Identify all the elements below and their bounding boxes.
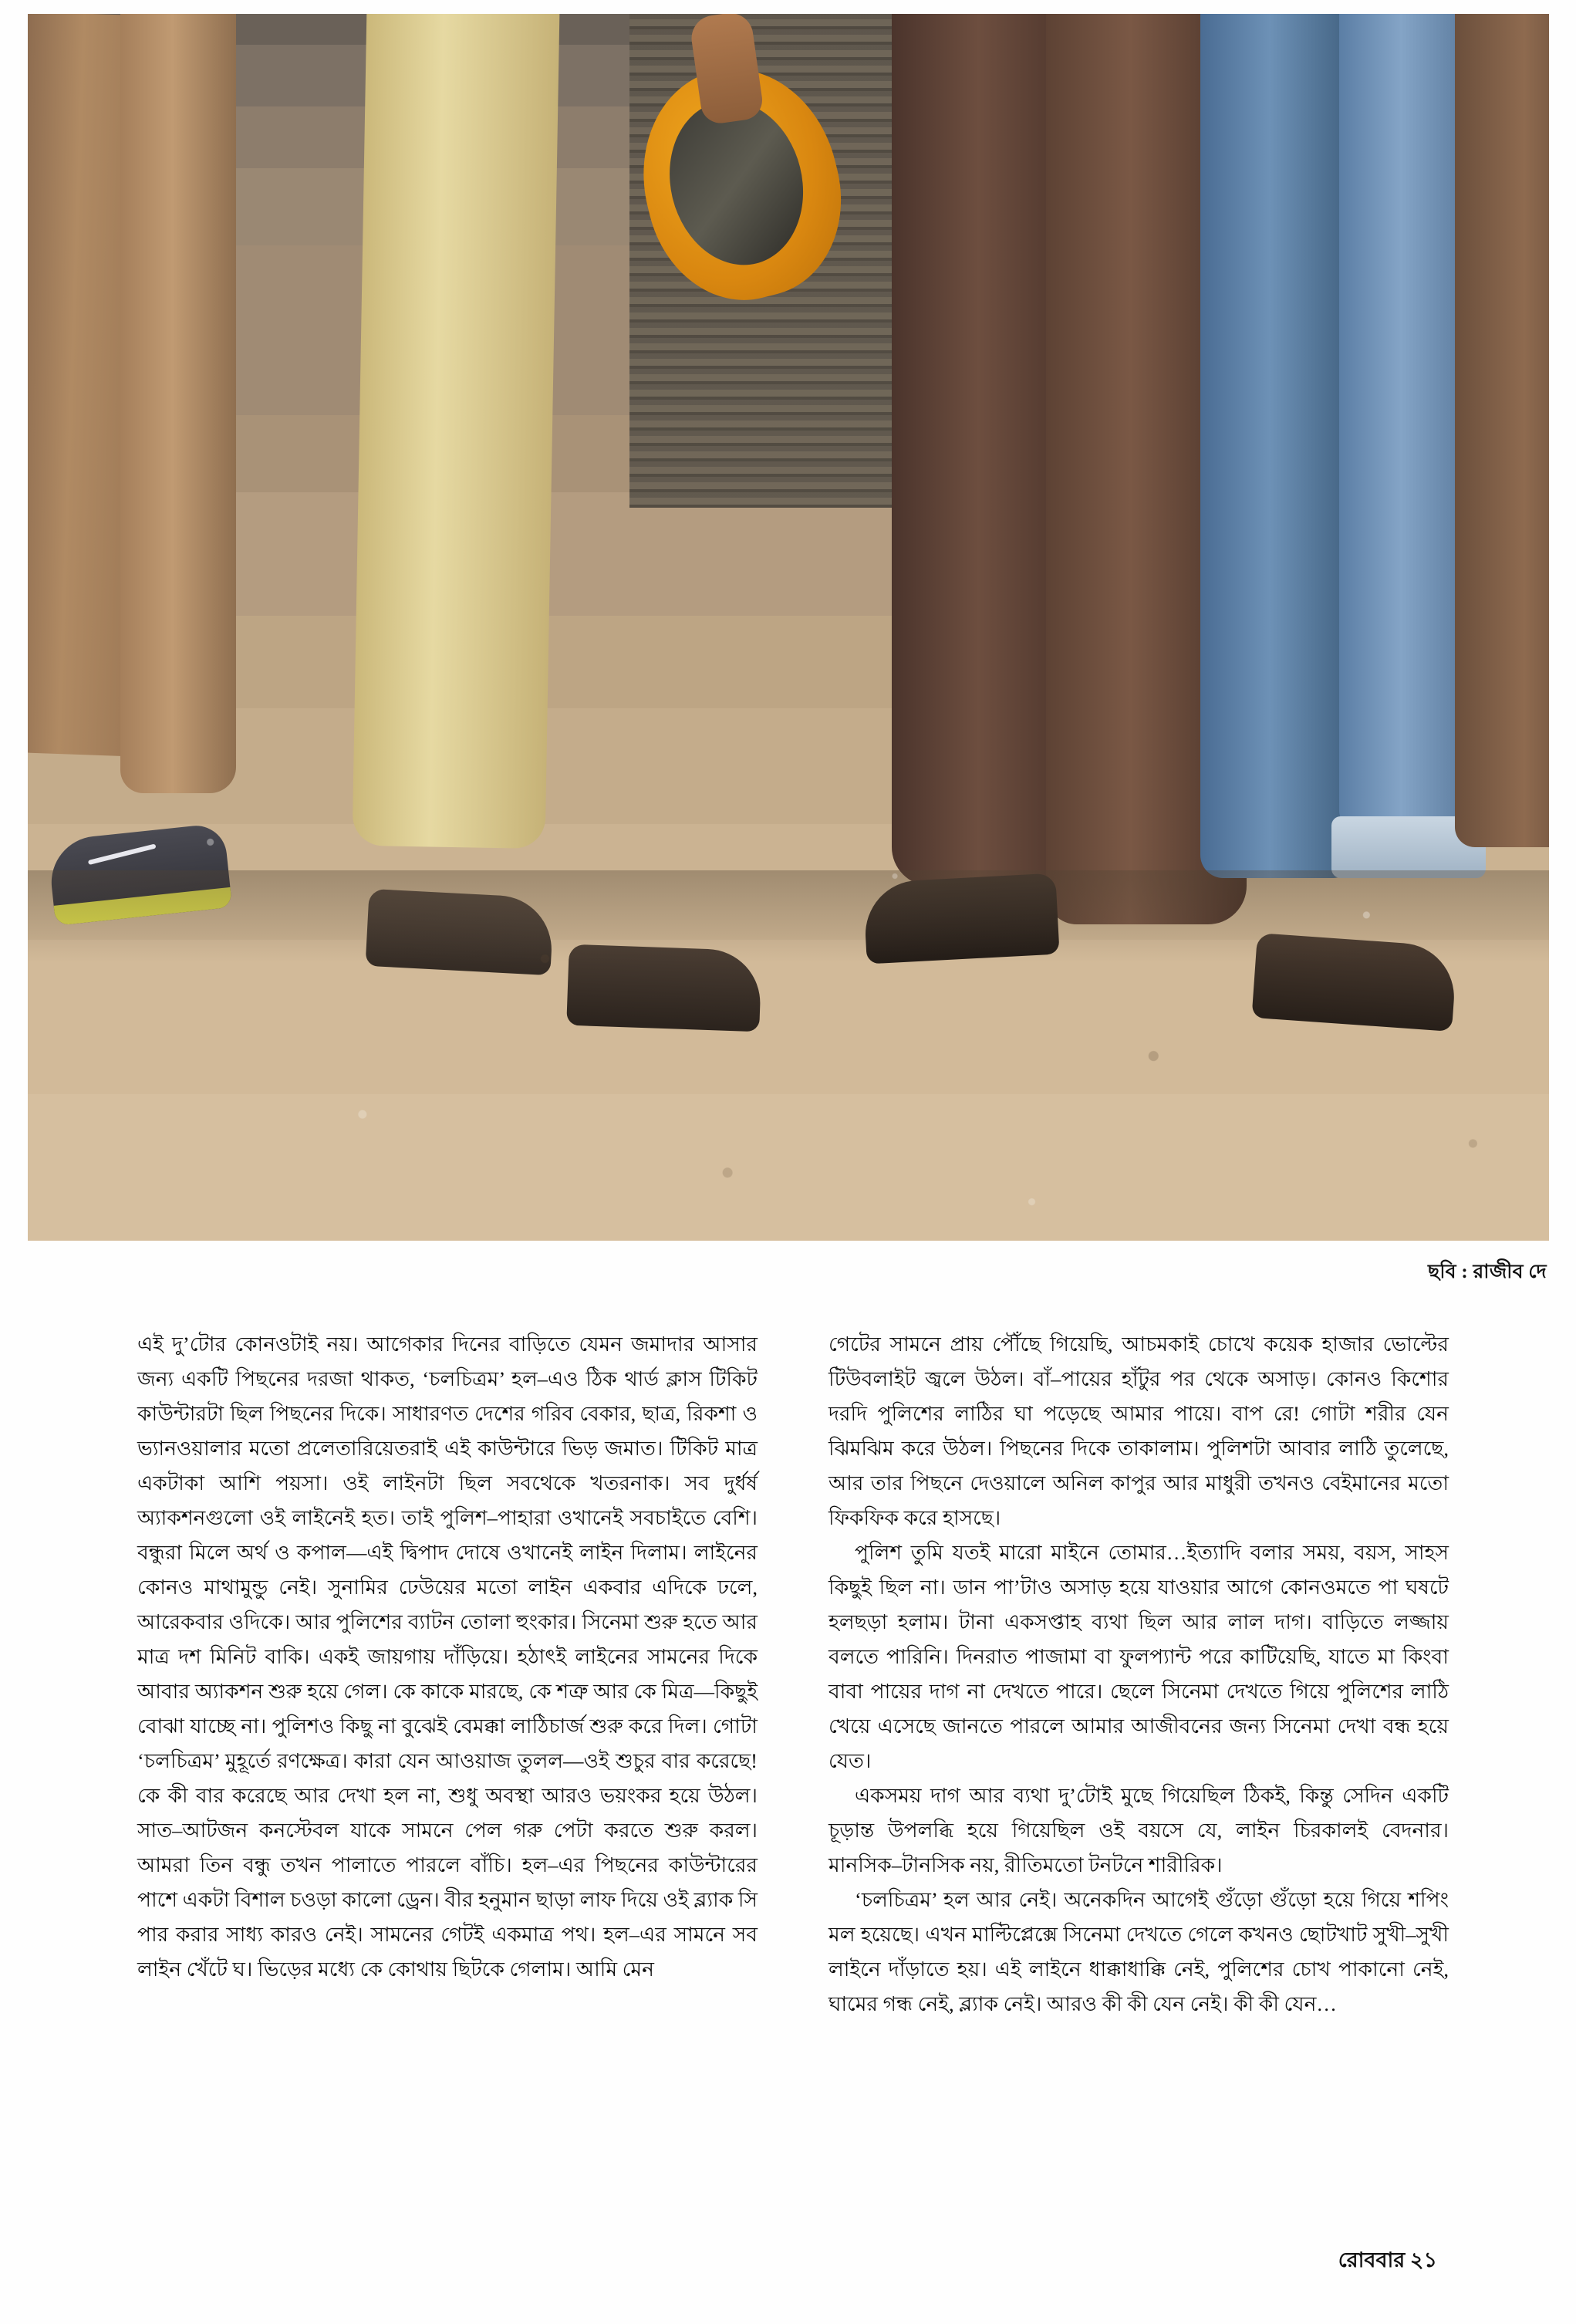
person-five-leg — [1455, 14, 1549, 847]
page-folio: রোববার ২১ — [1338, 2248, 1437, 2272]
person-one-right-leg — [120, 14, 236, 793]
article-body — [137, 1327, 1449, 2022]
gravel-texture — [28, 755, 1549, 1241]
person-four-left-jeans-leg — [1200, 14, 1355, 878]
paragraph: গেটের সামনে প্রায় পৌঁছে গিয়েছি, আচমকাই চোখে কয়েক হাজার ভোল্টের টিউবলাইট জ্বলে উঠল। বাঁ–পায়ের হাঁটুর পর থেকে অসাড়। কোনও কিশোর দরদি পুলিশের লাঠির ঘা পড়েছে আমার পায়ে। বাপ রে! গোটা শরীর যেন ঝিমঝিম করে উঠল। পিছনের দিকে তাকালাম। পুলিশটা আবার লাঠি তুলেছে, আর তার পিছনে দেওয়ালে অনিল কাপুর আর মাধুরী তখনও বেইমানের মতো ফিকফিক করে হাসছে। — [828, 1333, 1449, 1529]
photo-credit: ছবি : রাজীব দে — [1427, 1262, 1547, 1282]
article-photo — [28, 14, 1549, 1241]
paragraph: ‘চলচিত্রম’ হল আর নেই। অনেকদিন আগেই গুঁড়ো গুঁড়ো হয়ে গিয়ে শপিং মল হয়েছে। এখন মাল্টিপ্লেক্সে সিনেমা দেখতে গেলে কখনও ছোটখাট সুখী–সুখী লাইনে দাঁড়াতে হয়। এই লাইনে ধাক্কাধাক্কি নেই, পুলিশের চোখ পাকানো নেই, ঘামের গন্ধ নেই, ব্ল্যাক নেই। আরও কী কী যেন নেই। কী কী যেন… — [828, 1888, 1449, 2015]
photo-scene — [28, 14, 1549, 1241]
paragraph: পুলিশ তুমি যতই মারো মাইনে তোমার…ইত্যাদি বলার সময়, বয়স, সাহস কিছুই ছিল না। ডান পা’টাও অসাড় হয়ে যাওয়ার আগে কোনওমতে পা ঘষটে হলছড়া হলাম। টানা একসপ্তাহ ব্যথা ছিল আর লাল দাগ। বাড়িতে লজ্জায় বলতে পারিনি। দিনরাত পাজামা বা ফুলপ্যান্ট পরে কাটিয়েছি, যাতে মা কিংবা বাবা পায়ের দাগ না দেখতে পারে। ছেলে সিনেমা দেখতে গিয়ে পুলিশের লাঠি খেয়ে এসেছে জানতে পারলে আমার আজীবনের জন্য সিনেমা দেখা বন্ধ হয়ে যেত। — [828, 1541, 1449, 1772]
left-column — [137, 1327, 758, 2022]
paragraph: একসময় দাগ আর ব্যথা দু’টোই মুছে গিয়েছিল ঠিকই, কিন্তু সেদিন একটি চূড়ান্ত উপলব্ধি হয়ে গিয়েছিল ওই বয়সে যে, লাইন চিরকালই বেদনার। মানসিক–টানসিক নয়, রীতিমতো টনটনে শারীরিক। — [828, 1784, 1449, 1876]
right-column — [828, 1327, 1449, 2022]
paragraph: এই দু’টোর কোনওটাই নয়। আগেকার দিনের বাড়িতে যেমন জমাদার আসার জন্য একটি পিছনের দরজা থাকত, ‘চলচিত্রম’ হল–এও ঠিক থার্ড ক্লাস টিকিট কাউন্টারটা ছিল পিছনের দিকে। সাধারণত দেশের গরিব বেকার, ছাত্র, রিকশা ও ভ্যানওয়ালার মতো প্রলেতারিয়েতরাই এই কাউন্টারে ভিড় জমাত। টিকিট মাত্র একটাকা আশি পয়সা। ওই লাইনটা ছিল সবথেকে খতরনাক। সব দুর্ধর্ষ অ্যাকশনগুলো ওই লাইনেই হত। তাই পুলিশ–পাহারা ওখানেই সবচাইতে বেশি। বন্ধুরা মিলে অর্থ ও কপাল—এই দ্বিপাদ দোষে ওখানেই লাইন দিলাম। লাইনের কোনও মাথামুন্ডু নেই। সুনামির ঢেউয়ের মতো লাইন একবার এদিকে ঢলে, আরেকবার ওদিকে। আর পুলিশের ব্যাটন তোলা হুংকার। সিনেমা শুরু হতে আর মাত্র দশ মিনিট বাকি। একই জায়গায় দাঁড়িয়ে। হঠাৎই লাইনের সামনের দিকে আবার অ্যাকশন শুরু হয়ে গেল। কে কাকে মারছে, কে শত্রু আর কে মিত্র—কিছুই বোঝা যাচ্ছে না। পুলিশও কিছু না বুঝেই বেমক্কা লাঠিচার্জ শুরু করে দিল। গোটা ‘চলচিত্রম’ মুহূর্তে রণক্ষেত্র। কারা যেন আওয়াজ তুলল—ওই শুচুর বার করেছে! কে কী বার করেছে আর দেখা হল না, শুধু অবস্থা আরও ভয়ংকর হয়ে উঠল। সাত–আটজন কনস্টেবল যাকে সামনে পেল গরু পেটা করতে শুরু করল। আমরা তিন বন্ধু তখন পালাতে পারলে বাঁচি। হল–এর পিছনের কাউন্টারের পাশে একটা বিশাল চওড়া কালো ড্রেন। বীর হনুমান ছাড়া লাফ দিয়ে ওই ব্ল্যাক সি পার করার সাধ্য কারও নেই। সামনের গেটই একমাত্র পথ। হল–এর সামনে সব লাইন খেঁটে ঘ। ভিড়ের মধ্যে কে কোথায় ছিটকে গেলাম। আমি মেন — [137, 1333, 758, 1981]
